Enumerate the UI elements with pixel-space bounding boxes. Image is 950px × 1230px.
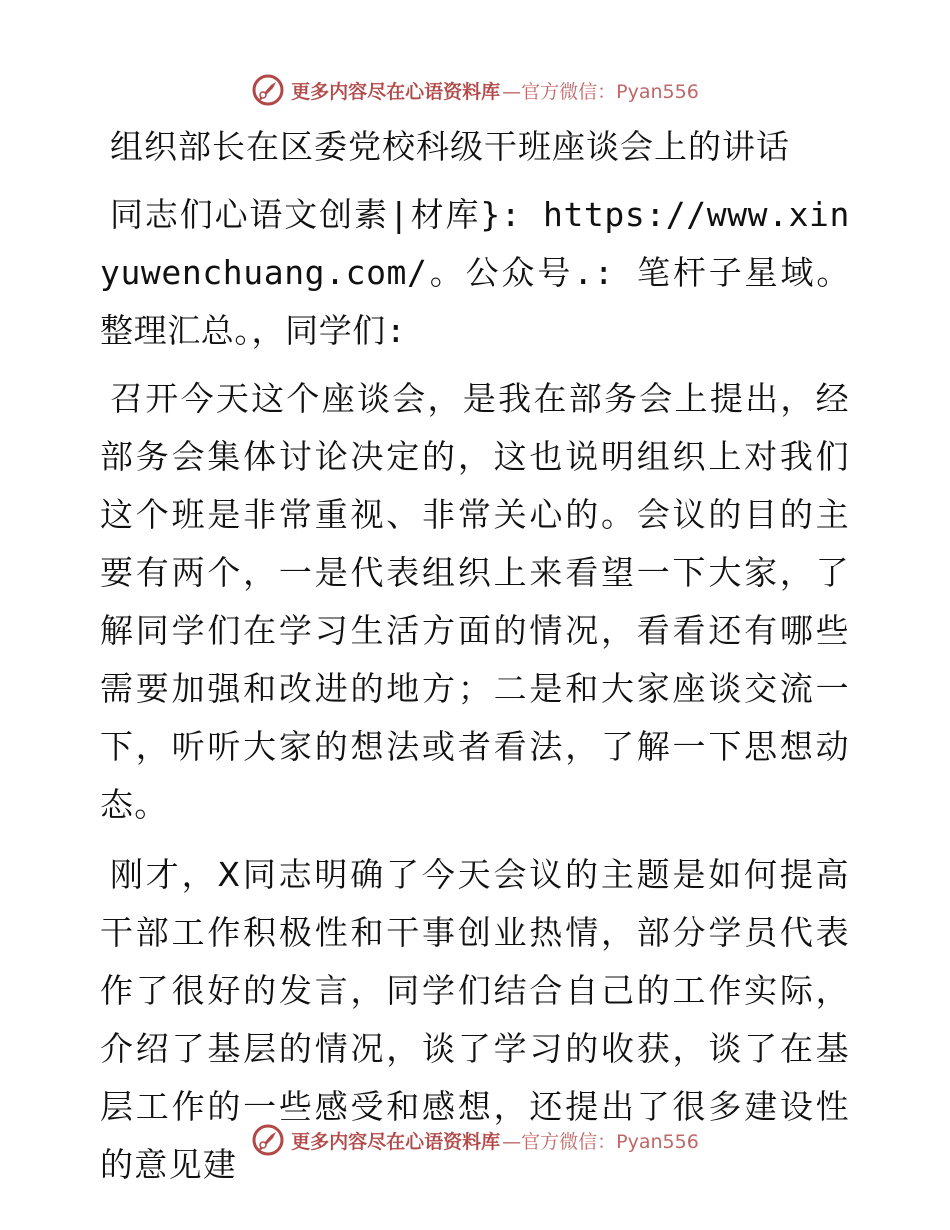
- header-banner: [0, 70, 950, 110]
- pen-logo-icon: [251, 1123, 285, 1157]
- banner-wechat-text: —官方微信：Pyan556: [502, 80, 699, 103]
- banner-promo-text: 更多内容尽在心语资料库: [291, 80, 501, 103]
- greeting-paragraph: 同志们心语文创素|材库}: https://www.xinyuwenchuang.com/。公众号.: 笔杆子星域。整理汇总。，同学们:: [100, 195, 850, 350]
- document-body: [100, 118, 850, 1194]
- footer-banner: [0, 1120, 950, 1160]
- pen-logo-icon: [251, 73, 285, 107]
- document-title: 组织部长在区委党校科级干班座谈会上的讲话: [110, 127, 790, 166]
- banner-promo-text: 更多内容尽在心语资料库: [291, 1130, 501, 1153]
- body-paragraph-1: 召开今天这个座谈会，是我在部务会上提出，经部务会集体讨论决定的，这也说明组织上对我们这个班是非常重视、非常关心的。会议的目的主要有两个，一是代表组织上来看望一下大家，了解同学们在学习生活方面的情况，看看还有哪些需要加强和改进的地方；二是和大家座谈交流一下，听听大家的想法或者看法，了解一下思想动态。: [100, 379, 850, 824]
- banner-wechat-text: —官方微信：Pyan556: [502, 1130, 699, 1153]
- body-paragraph-2: 刚才，X同志明确了今天会议的主题是如何提高干部工作积极性和干事创业热情，部分学员代表作了很好的发言，同学们结合自己的工作实际，介绍了基层的情况，谈了学习的收获，谈了在基层工作的一些感受和感想，还提出了很多建设性的意见建: [100, 855, 850, 1184]
